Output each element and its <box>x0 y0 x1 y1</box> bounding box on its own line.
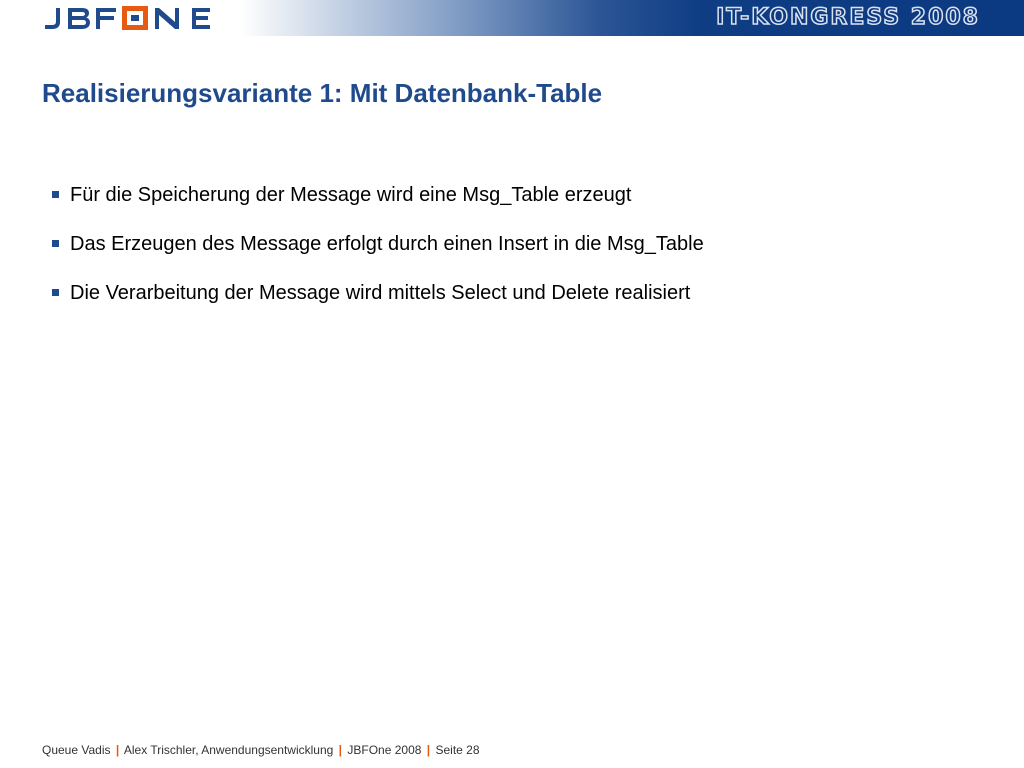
footer-separator: | <box>115 743 120 757</box>
bullet-item <box>52 278 704 327</box>
square-bullet-icon <box>52 240 59 247</box>
bullet-text: Das Erzeugen des Message erfolgt durch einen Insert in die Msg_Table <box>70 233 704 255</box>
bullet-item <box>52 229 704 278</box>
footer-event: JBFOne 2008 <box>347 743 422 757</box>
jbfone-logo <box>42 5 212 31</box>
footer-topic: Queue Vadis <box>42 743 111 757</box>
header-bar <box>0 0 1024 36</box>
footer-separator: | <box>426 743 431 757</box>
slide-title: Realisierungsvariante 1: Mit Datenbank-Table <box>42 78 603 108</box>
footer-page-number: Seite 28 <box>435 743 480 757</box>
bullet-text: Für die Speicherung der Message wird eine Msg_Table erzeugt <box>70 184 632 206</box>
footer-author: Alex Trischler, Anwendungsentwicklung <box>123 743 334 757</box>
square-bullet-icon <box>52 191 59 198</box>
footer <box>42 742 480 758</box>
footer-separator: | <box>338 743 343 757</box>
bullet-item <box>52 180 704 229</box>
square-bullet-icon <box>52 289 59 296</box>
bullet-list <box>52 180 704 327</box>
bullet-text: Die Verarbeitung der Message wird mittels Select und Delete realisiert <box>70 282 691 304</box>
congress-title: IT-KONGRESS 2008 <box>716 5 980 30</box>
